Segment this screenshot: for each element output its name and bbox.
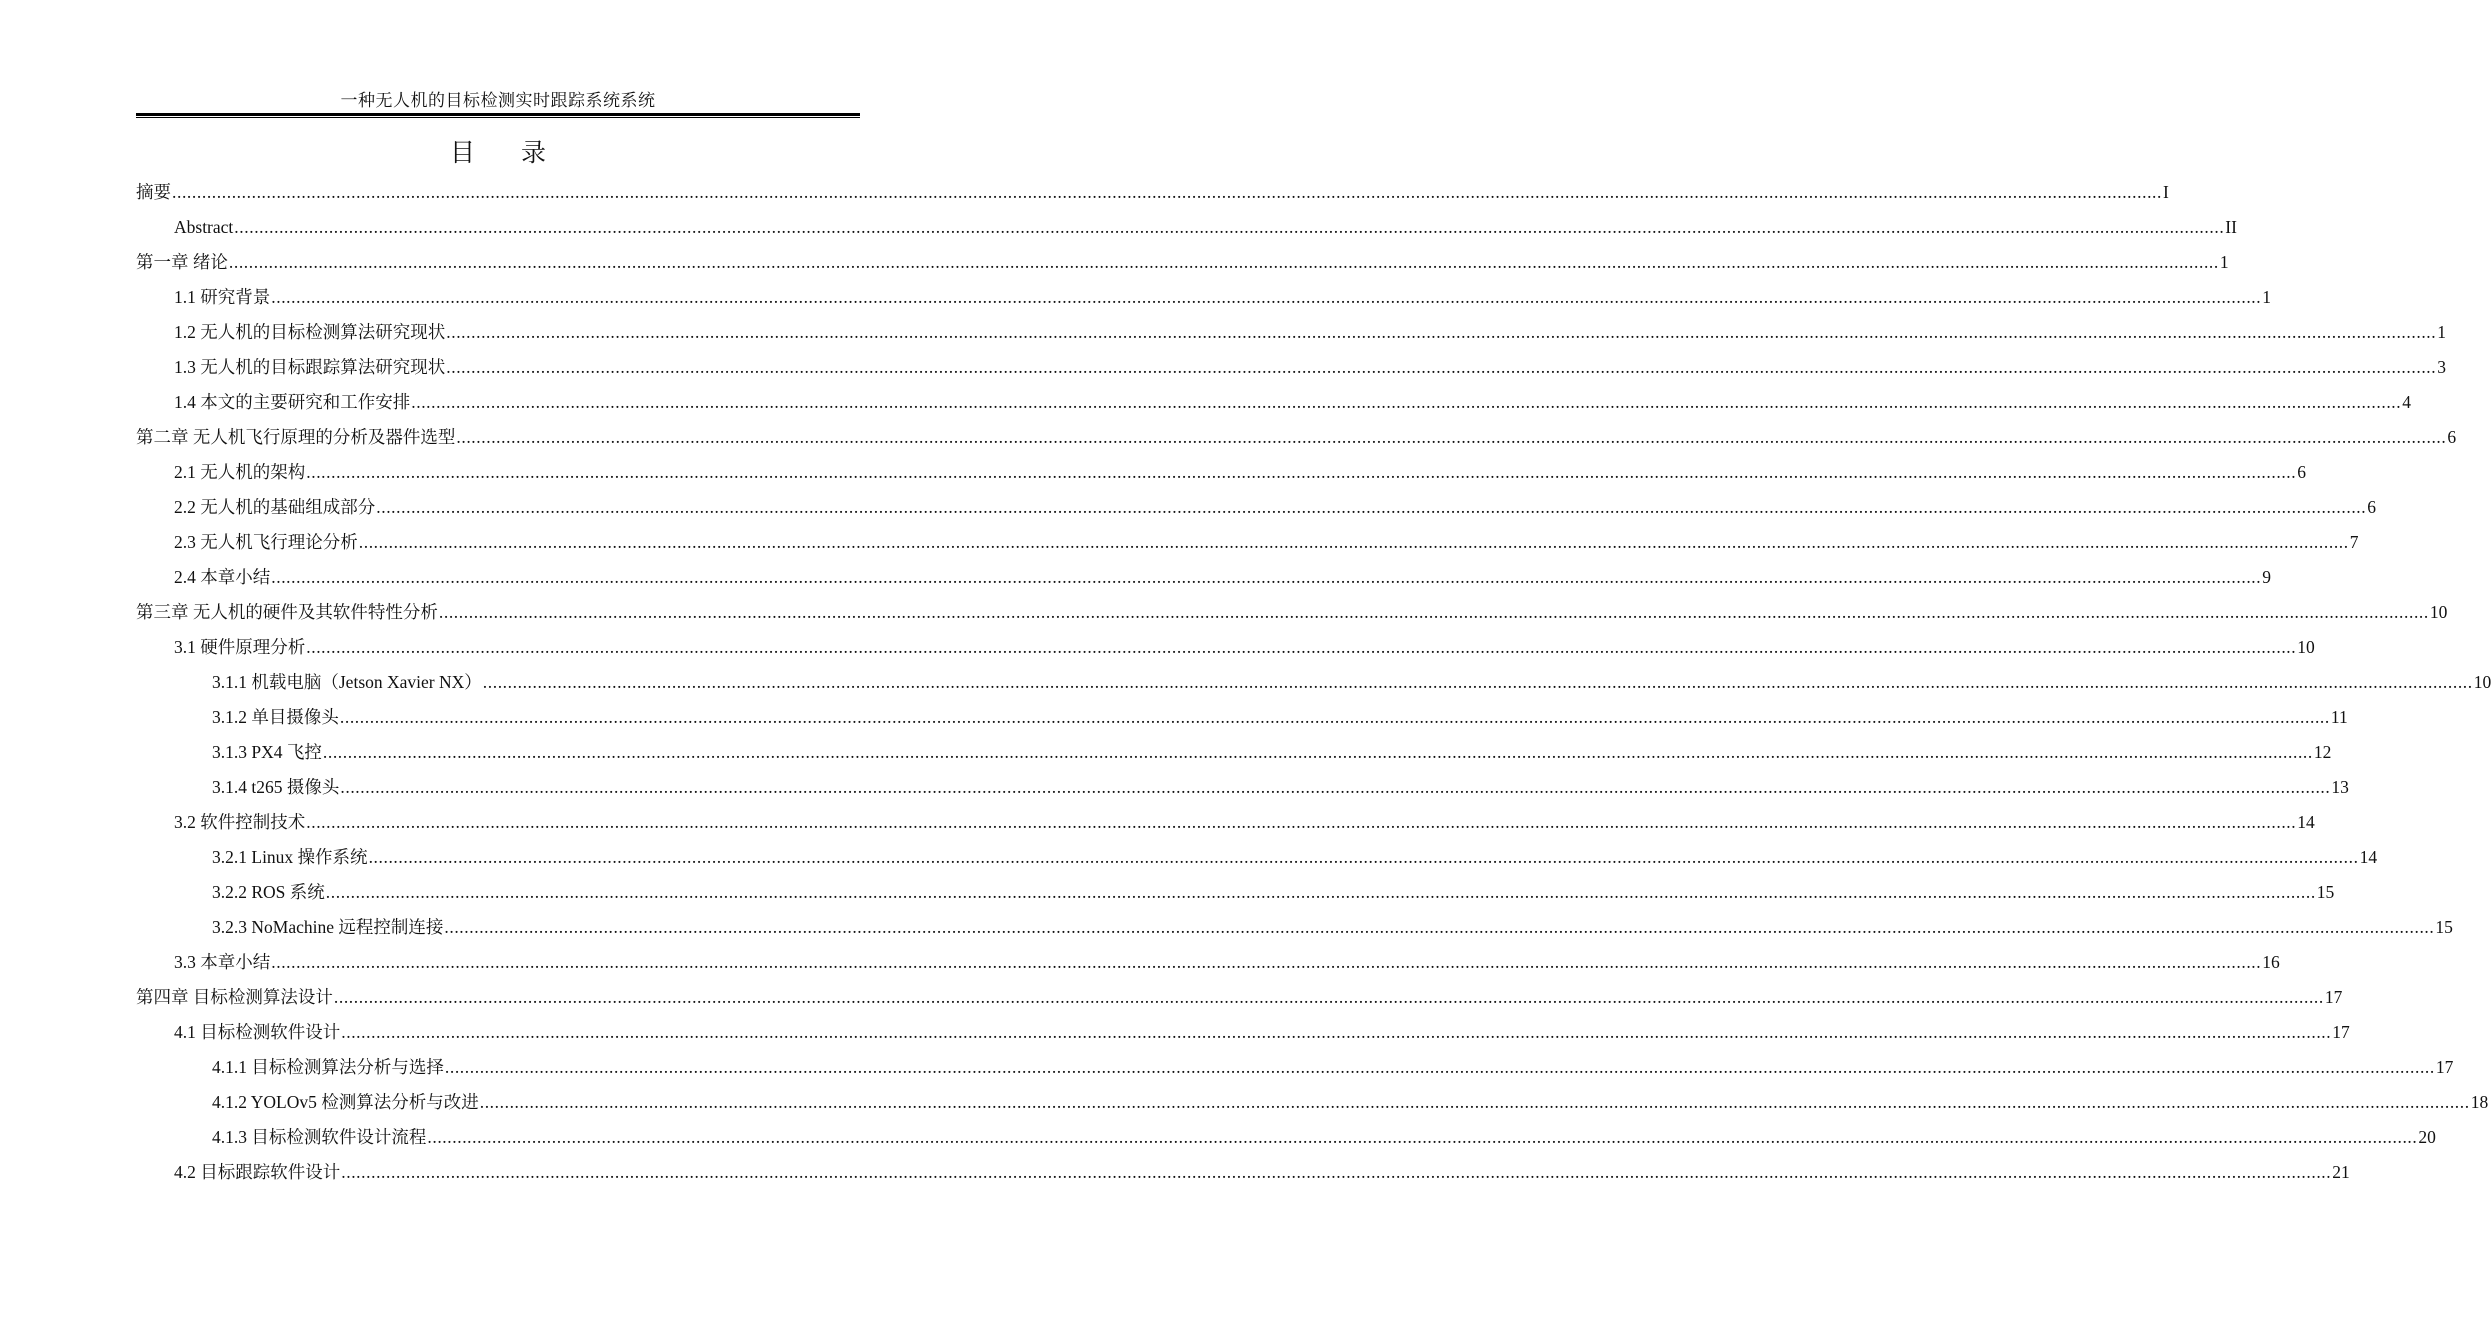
toc-entry-page: 9 bbox=[2262, 567, 2271, 587]
header-rule-thick bbox=[136, 113, 860, 116]
toc-entry-page: 14 bbox=[2359, 847, 2378, 867]
toc-entry-label: 3.2.1 Linux 操作系统 bbox=[212, 847, 368, 867]
toc-entry-page: II bbox=[2225, 217, 2237, 237]
toc-entry[interactable] bbox=[174, 1015, 2350, 1050]
toc-dot-leader: ................................................................................................................................................................................................................................................................................................................................................................................................................ bbox=[271, 567, 2262, 587]
toc-entry[interactable] bbox=[174, 455, 2306, 490]
toc-entry[interactable] bbox=[174, 560, 2271, 595]
toc-entry-label: 4.1.1 目标检测算法分析与选择 bbox=[212, 1057, 444, 1077]
toc-entry[interactable] bbox=[136, 980, 2343, 1015]
toc-entry[interactable] bbox=[174, 385, 2411, 420]
toc-entry-page: 17 bbox=[2332, 1022, 2350, 1042]
toc-entry-page: 17 bbox=[2435, 1057, 2454, 1077]
toc-title: 目 录 bbox=[450, 138, 546, 167]
toc-entry-label: 1.4 本文的主要研究和工作安排 bbox=[174, 392, 411, 412]
toc-dot-leader: ................................................................................................................................................................................................................................................................................................................................................................................................................ bbox=[456, 427, 2447, 447]
toc-dot-leader: ................................................................................................................................................................................................................................................................................................................................................................................................................ bbox=[376, 497, 2367, 517]
toc-dot-leader: ................................................................................................................................................................................................................................................................................................................................................................................................................ bbox=[271, 952, 2262, 972]
toc-dot-leader: ................................................................................................................................................................................................................................................................................................................................................................................................................ bbox=[358, 532, 2349, 552]
toc-entry-page: 11 bbox=[2330, 707, 2348, 727]
toc-entry-label: 3.1.3 PX4 飞控 bbox=[212, 742, 322, 762]
toc-entry-page: 1 bbox=[2262, 287, 2271, 307]
toc-dot-leader: ................................................................................................................................................................................................................................................................................................................................................................................................................ bbox=[368, 847, 2359, 867]
toc-entry-page: 12 bbox=[2313, 742, 2332, 762]
toc-entry[interactable] bbox=[174, 945, 2280, 980]
toc-entry-page: 1 bbox=[2219, 252, 2229, 272]
toc-entry-page: 6 bbox=[2297, 462, 2306, 482]
toc-entry-page: 17 bbox=[2324, 987, 2343, 1007]
toc-entry[interactable] bbox=[174, 525, 2359, 560]
toc-entry[interactable] bbox=[174, 280, 2271, 315]
toc-entry-label: 摘要 bbox=[136, 183, 171, 203]
toc-entry-label: Abstract bbox=[174, 217, 234, 237]
toc-entry[interactable] bbox=[174, 350, 2446, 385]
toc-entry-page: 10 bbox=[2429, 602, 2448, 622]
toc-entry[interactable] bbox=[136, 175, 2169, 210]
toc-entry-label: 2.2 无人机的基础组成部分 bbox=[174, 497, 376, 517]
toc-entry[interactable] bbox=[212, 665, 2491, 700]
toc-entry-page: 6 bbox=[2367, 497, 2376, 517]
toc-entry-page: 15 bbox=[2435, 917, 2453, 937]
toc-dot-leader: ................................................................................................................................................................................................................................................................................................................................................................................................................ bbox=[446, 322, 2437, 342]
toc-dot-leader: ................................................................................................................................................................................................................................................................................................................................................................................................................ bbox=[444, 1057, 2435, 1077]
toc-entry-page: 7 bbox=[2349, 532, 2359, 552]
toc-entry-page: I bbox=[2163, 182, 2169, 202]
toc-dot-leader: ................................................................................................................................................................................................................................................................................................................................................................................................................ bbox=[446, 357, 2437, 377]
toc-entry-page: 6 bbox=[2447, 427, 2457, 447]
toc-entry-page: 1 bbox=[2437, 322, 2446, 342]
toc-entry-page: 3 bbox=[2437, 357, 2446, 377]
toc-entry[interactable] bbox=[136, 420, 2457, 455]
toc-entry-label: 3.1.1 机载电脑（Jetson Xavier NX） bbox=[212, 672, 482, 692]
toc-dot-leader: ................................................................................................................................................................................................................................................................................................................................................................................................................ bbox=[228, 252, 2219, 272]
toc-entry-page: 14 bbox=[2297, 812, 2315, 832]
toc-entry-page: 21 bbox=[2332, 1162, 2350, 1182]
toc-entry-label: 3.2 软件控制技术 bbox=[174, 812, 306, 832]
toc-entry-label: 1.1 研究背景 bbox=[174, 287, 271, 307]
toc-entry-label: 第一章 绪论 bbox=[136, 252, 228, 272]
toc-entry[interactable] bbox=[136, 245, 2229, 280]
toc-entry-label: 2.1 无人机的架构 bbox=[174, 462, 306, 482]
toc-dot-leader: ................................................................................................................................................................................................................................................................................................................................................................................................................ bbox=[306, 462, 2297, 482]
toc-dot-leader: ................................................................................................................................................................................................................................................................................................................................................................................................................ bbox=[333, 987, 2324, 1007]
toc-dot-leader: ................................................................................................................................................................................................................................................................................................................................................................................................................ bbox=[482, 672, 2473, 692]
toc-entry-label: 4.1.2 YOLOv5 检测算法分析与改进 bbox=[212, 1092, 479, 1112]
toc-entry-label: 4.1 目标检测软件设计 bbox=[174, 1022, 341, 1042]
toc-entry[interactable] bbox=[212, 700, 2348, 735]
toc-dot-leader: ................................................................................................................................................................................................................................................................................................................................................................................................................ bbox=[340, 777, 2331, 797]
toc-entry[interactable] bbox=[212, 1120, 2436, 1155]
toc-dot-leader: ................................................................................................................................................................................................................................................................................................................................................................................................................ bbox=[234, 217, 2225, 237]
toc-entry-page: 13 bbox=[2331, 777, 2349, 797]
toc-dot-leader: ................................................................................................................................................................................................................................................................................................................................................................................................................ bbox=[479, 1092, 2470, 1112]
toc-entry-page: 16 bbox=[2262, 952, 2280, 972]
toc-entry-label: 第三章 无人机的硬件及其软件特性分析 bbox=[136, 602, 438, 622]
toc-dot-leader: ................................................................................................................................................................................................................................................................................................................................................................................................................ bbox=[306, 637, 2297, 657]
toc-entry-label: 3.1 硬件原理分析 bbox=[174, 637, 306, 657]
toc-entry[interactable] bbox=[174, 805, 2315, 840]
toc-dot-leader: ................................................................................................................................................................................................................................................................................................................................................................................................................ bbox=[411, 392, 2402, 412]
toc-entry-label: 1.3 无人机的目标跟踪算法研究现状 bbox=[174, 357, 446, 377]
toc-entry-label: 2.4 本章小结 bbox=[174, 567, 271, 587]
toc-entry-page: 10 bbox=[2297, 637, 2315, 657]
toc-entry[interactable] bbox=[174, 210, 2237, 245]
toc-dot-leader: ................................................................................................................................................................................................................................................................................................................................................................................................................ bbox=[341, 1022, 2332, 1042]
toc-entry[interactable] bbox=[136, 595, 2448, 630]
toc-entry-page: 20 bbox=[2418, 1127, 2436, 1147]
toc-entry-page: 18 bbox=[2470, 1092, 2489, 1112]
toc-dot-leader: ................................................................................................................................................................................................................................................................................................................................................................................................................ bbox=[438, 602, 2429, 622]
toc-entry-page: 15 bbox=[2316, 882, 2335, 902]
toc-entry[interactable] bbox=[212, 770, 2349, 805]
toc-dot-leader: ................................................................................................................................................................................................................................................................................................................................................................................................................ bbox=[325, 882, 2316, 902]
toc-entry[interactable] bbox=[212, 910, 2453, 945]
toc-entry-label: 4.1.3 目标检测软件设计流程 bbox=[212, 1127, 427, 1147]
toc-entry[interactable] bbox=[212, 1085, 2489, 1120]
toc-dot-leader: ................................................................................................................................................................................................................................................................................................................................................................................................................ bbox=[339, 707, 2330, 727]
toc-entry-label: 1.2 无人机的目标检测算法研究现状 bbox=[174, 322, 446, 342]
header-rule-thin bbox=[136, 117, 860, 118]
toc-entry-label: 3.2.3 NoMachine 远程控制连接 bbox=[212, 917, 444, 937]
toc-entry[interactable] bbox=[174, 490, 2376, 525]
toc-entry-label: 第二章 无人机飞行原理的分析及器件选型 bbox=[136, 427, 456, 447]
toc-dot-leader: ................................................................................................................................................................................................................................................................................................................................................................................................................ bbox=[271, 287, 2262, 307]
toc-entry-page: 10 bbox=[2473, 672, 2491, 692]
toc-entry-label: 3.2.2 ROS 系统 bbox=[212, 882, 325, 902]
toc-list bbox=[0, 175, 2491, 1190]
toc-entry[interactable] bbox=[174, 1155, 2350, 1190]
toc-entry-label: 3.1.2 单目摄像头 bbox=[212, 707, 339, 727]
toc-entry-label: 第四章 目标检测算法设计 bbox=[136, 987, 333, 1007]
toc-entry-label: 3.1.4 t265 摄像头 bbox=[212, 777, 340, 797]
toc-entry-label: 4.2 目标跟踪软件设计 bbox=[174, 1162, 341, 1182]
toc-entry[interactable] bbox=[212, 875, 2335, 910]
toc-entry-label: 2.3 无人机飞行理论分析 bbox=[174, 532, 358, 552]
toc-entry[interactable] bbox=[174, 315, 2446, 350]
toc-dot-leader: ................................................................................................................................................................................................................................................................................................................................................................................................................ bbox=[341, 1162, 2332, 1182]
toc-entry[interactable] bbox=[212, 840, 2378, 875]
toc-dot-leader: ................................................................................................................................................................................................................................................................................................................................................................................................................ bbox=[306, 812, 2297, 832]
toc-entry[interactable] bbox=[212, 1050, 2454, 1085]
toc-entry-page: 4 bbox=[2402, 392, 2411, 412]
toc-entry[interactable] bbox=[174, 630, 2315, 665]
toc-entry-label: 3.3 本章小结 bbox=[174, 952, 271, 972]
toc-dot-leader: ................................................................................................................................................................................................................................................................................................................................................................................................................ bbox=[172, 182, 2162, 202]
toc-dot-leader: ................................................................................................................................................................................................................................................................................................................................................................................................................ bbox=[444, 917, 2435, 937]
toc-entry[interactable] bbox=[212, 735, 2332, 770]
toc-dot-leader: ................................................................................................................................................................................................................................................................................................................................................................................................................ bbox=[322, 742, 2313, 762]
toc-dot-leader: ................................................................................................................................................................................................................................................................................................................................................................................................................ bbox=[427, 1127, 2418, 1147]
running-header: 一种无人机的目标检测实时跟踪系统系统 bbox=[340, 91, 656, 110]
